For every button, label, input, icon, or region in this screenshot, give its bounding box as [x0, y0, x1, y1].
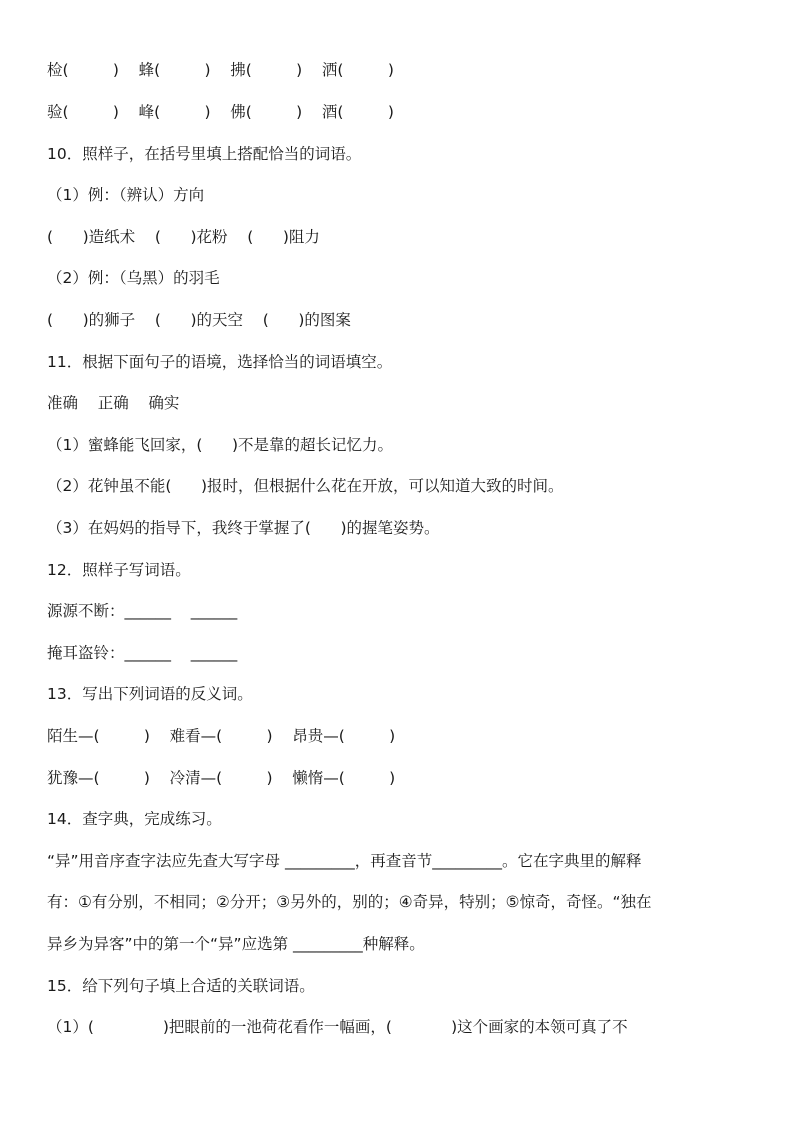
- q15-item-1: （1）( )把眼前的一池荷花看作一幅画，( )这个画家的本领可真了不: [47, 1018, 628, 1036]
- q10-blanks-2: ( )的狮子 ( )的天空 ( )的图案: [47, 311, 351, 329]
- q12-item-2: 掩耳盗铃：______ ______: [47, 644, 238, 662]
- q10-example-1: （1）例：（辨认）方向: [47, 186, 205, 204]
- q12-item-1: 源源不断：______ ______: [47, 602, 238, 620]
- char-group-row-1: 检( ) 蜂( ) 拂( ) 洒( ): [47, 61, 394, 79]
- q10-blanks-1: ( )造纸术 ( )花粉 ( )阻力: [47, 228, 320, 246]
- q14-text-1: “异”用音序查字法应先查大写字母 _________，再查音节_________。它在字典里的解释: [47, 852, 642, 870]
- q13-title: 13．写出下列词语的反义词。: [47, 685, 253, 703]
- q11-item-3: （3）在妈妈的指导下，我终于掌握了( )的握笔姿势。: [47, 519, 440, 537]
- q11-item-1: （1）蜜蜂能飞回家，( )不是靠的超长记忆力。: [47, 436, 394, 454]
- char-group-row-2: 验( ) 峰( ) 佛( ) 酒( ): [47, 103, 394, 121]
- q14-text-2: 有：①有分别，不相同；②分开；③另外的，别的；④奇异，特别；⑤惊奇，奇怪。“独在: [47, 893, 652, 911]
- q10-title: 10．照样子，在括号里填上搭配恰当的词语。: [47, 145, 362, 163]
- q11-item-2: （2）花钟虽不能( )报时，但根据什么花在开放，可以知道大致的时间。: [47, 477, 564, 495]
- q11-word-bank: 准确 正确 确实: [47, 394, 180, 412]
- q11-title: 11．根据下面句子的语境，选择恰当的词语填空。: [47, 353, 393, 371]
- q12-title: 12．照样子写词语。: [47, 561, 191, 579]
- q14-title: 14．查字典，完成练习。: [47, 810, 222, 828]
- q13-row-1: 陌生—( ) 难看—( ) 昂贵—( ): [47, 727, 396, 745]
- q14-text-3: 异乡为异客”中的第一个“异”应选第 _________种解释。: [47, 935, 425, 953]
- q13-row-2: 犹豫—( ) 冷清—( ) 懒惰—( ): [47, 769, 396, 787]
- q10-example-2: （2）例：（乌黑）的羽毛: [47, 269, 220, 287]
- q15-title: 15．给下列句子填上合适的关联词语。: [47, 977, 315, 995]
